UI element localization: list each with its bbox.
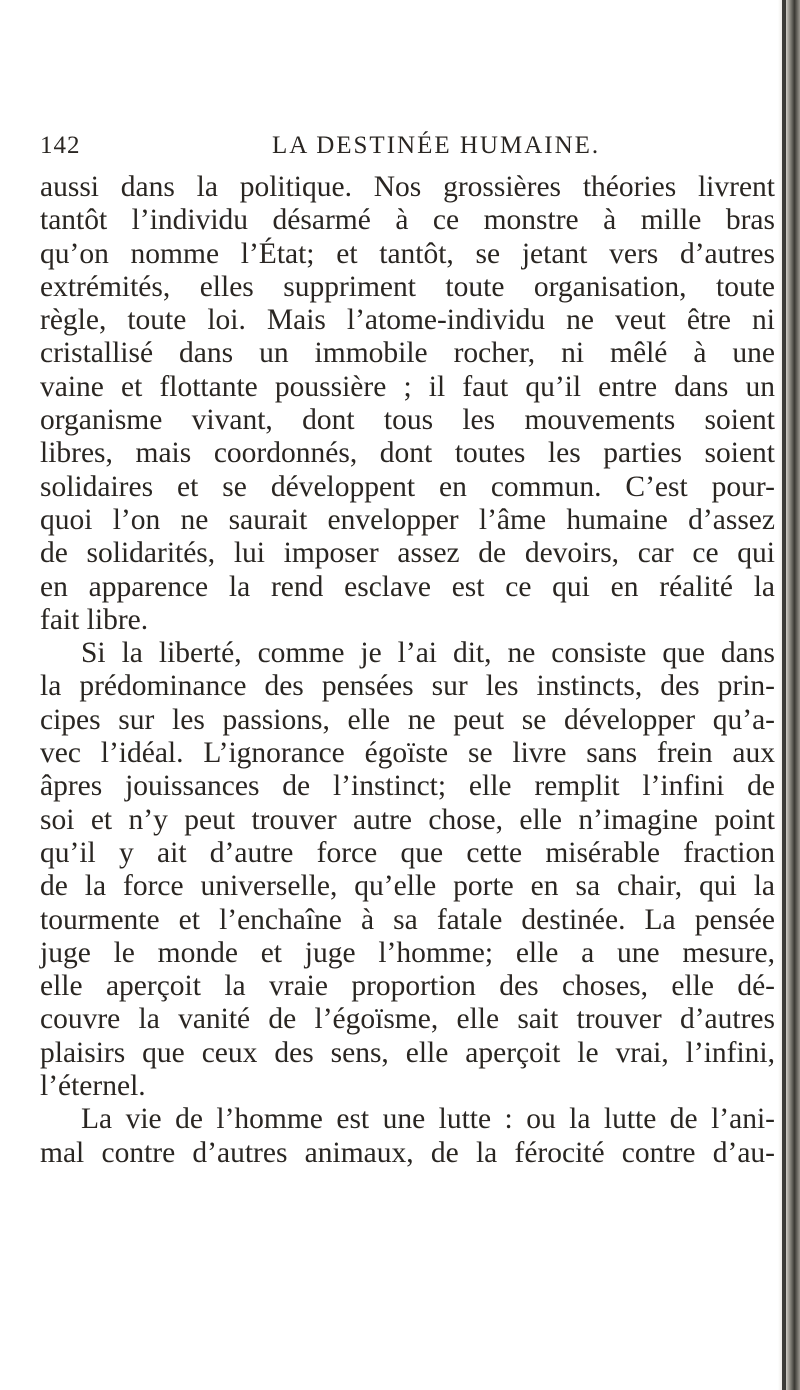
text-line: Si la liberté, comme je l’ai dit, ne consiste que dans [81,637,775,670]
text-line: quoi l’on ne saurait envelopper l’âme humaine d’assez [40,503,775,536]
text-line: règle, toute loi. Mais l’atome-individu ne veut être ni [40,304,775,337]
text-line: organisme vivant, dont tous les mouvements soient [40,404,775,437]
page-header [40,132,775,164]
text-line: de la force universelle, qu’elle porte en sa chair, qui la [40,870,775,903]
text-line: âpres jouissances de l’instinct; elle remplit l’infini de [40,770,775,803]
text-line: tourmente et l’enchaîne à sa fatale destinée. La pensée [40,903,775,936]
text-line: juge le monde et juge l’homme; elle a une mesure, [40,936,775,969]
text-line: vec l’idéal. L’ignorance égoïste se livre sans frein aux [40,737,775,770]
text-line: solidaires et se développent en commun. C’est pour- [40,470,775,503]
text-line: qu’on nomme l’État; et tantôt, se jetant vers d’autres [40,237,775,270]
binding-edge [782,0,786,1390]
text-line: fait libre. [40,603,149,636]
text-line: en apparence la rend esclave est ce qui en réalité la [40,570,775,603]
page-number: 142 [40,132,81,159]
text-line: soi et n’y peut trouver autre chose, elle n’imagine point [40,803,775,836]
text-line: aussi dans la politique. Nos grossières théories livrent [40,171,775,203]
text-line: cristallisé dans un immobile rocher, ni mêlé à une [40,337,775,370]
text-line: La vie de l’homme est une lutte : ou la lutte de l’ani- [81,1103,775,1136]
text-line: couvre la vanité de l’égoïsme, elle sait trouver d’autres [40,1003,775,1036]
text-line: extrémités, elles suppriment toute organisation, toute [40,270,775,303]
text-line: tantôt l’individu désarmé à ce monstre à mille bras [40,204,775,237]
text-line: vaine et flottante poussière ; il faut qu’il entre dans un [40,370,775,403]
running-title: LA DESTINÉE HUMAINE. [272,132,601,159]
text-line: mal contre d’autres animaux, de la férocité contre d’au- [40,1136,775,1169]
text-line: de solidarités, lui imposer assez de devoirs, car ce qui [40,537,775,570]
text-line: la prédominance des pensées sur les instincts, des prin- [40,670,775,703]
text-line: elle aperçoit la vraie proportion des choses, elle dé- [40,970,775,1003]
text-line: libres, mais coordonnés, dont toutes les parties soient [40,437,775,470]
text-line: cipes sur les passions, elle ne peut se développer qu’a- [40,703,775,736]
text-line: l’éternel. [40,1070,146,1103]
body-text [40,171,775,1170]
text-line: plaisirs que ceux des sens, elle aperçoit le vrai, l’infini, [40,1036,775,1069]
text-line: qu’il y ait d’autre force que cette misérable fraction [40,836,775,869]
